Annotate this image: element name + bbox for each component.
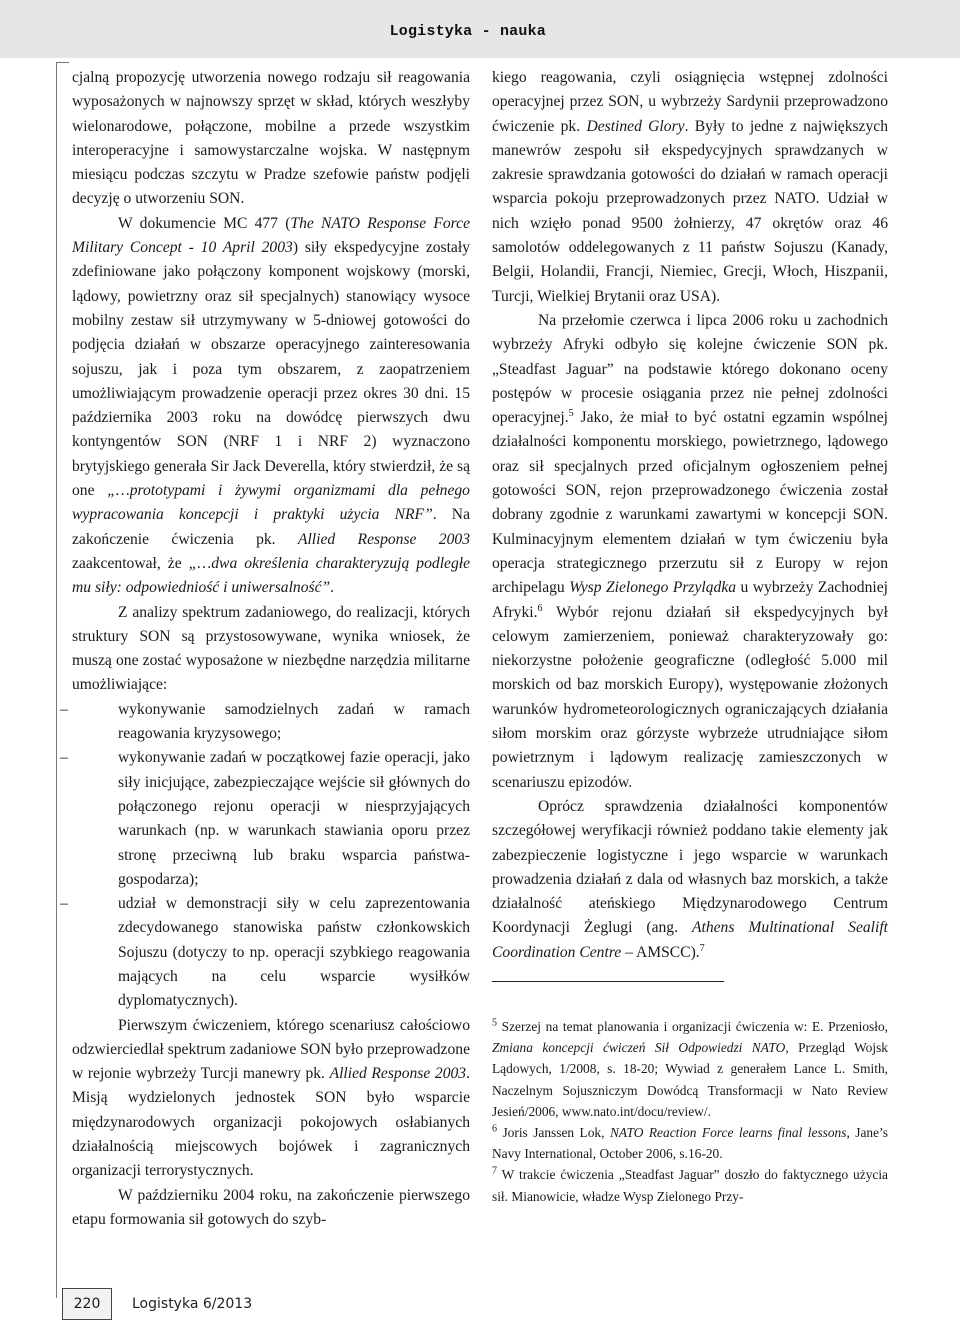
left-column bbox=[72, 66, 470, 1232]
bullet-list bbox=[72, 698, 470, 1014]
footnote: $^6$ Joris Janssen Lok, NATO Reaction Force learns final lessons, Jane’s Navy International, October 2006, s.16-20. bbox=[492, 1123, 888, 1162]
paragraph: Na przełomie czerwca i lipca 2006 roku u zachodnich wybrzeży Afryki odbyło się kolejne ćwiczenie SON pk. „Steadfast Jaguar” na podstawie którego dokonano oceny postępów w procesie osiągania przez nie pełnej zdolności operacyjnej.$^5$ Jako, że miał to być ostatni egzamin wspólnej działalności komponentu morskiego, powietrznego, lądowego oraz sił specjalnych przed oficjalnym ogłoszeniem pełnej gotowości SON, rejon przeprowadzonego ćwiczenia został dobrany zgodnie z warunkami zawartymi w koncepcji SON. Kulminacyjnym elementem działań w tym ćwiczeniu była operacja strategicznego przerzutu sił z Europy w rejon archipelagu Wysp Zielonego Przylądka u wybrzeży Zachodniej Afryki.$^6$ Wybór rejonu działań sił ekspedycyjnych był celowym zamierzeniem, ponieważ charakteryzowały go: niekorzystne położenie geograficzne (odległość 5.000 mil morskich od baz morskich Europy), występowanie złożonych warunków hydrometeorologicznych ograniczających działania siłom morskim oraz górzyste wybrzeże utrudniające siłom powietrznym i lądowym realizację zamieszczonych w scenariuszu epizodów. bbox=[492, 311, 888, 791]
paragraph: Pierwszym ćwiczeniem, którego scenariusz całościowo odzwierciedlał spektrum zadaniowe SON było przeprowadzone w rejonie wybrzeży Turcji manewry pk. Allied Response 2003. Misją wydzielonych jednostek SON było wsparcie międzynarodowych organizacji pokojowych osłabianych działalnością miejscowych bojówek i zagranicznych organizacji terrorystycznych. bbox=[72, 1016, 470, 1180]
paragraph: Z analizy spektrum zadaniowego, do realizacji, których struktury SON są przystosowywane, wynika wniosek, że muszą one zostać wyposażone w niezbędne narzędzia militarne umożliwiające: bbox=[72, 603, 470, 694]
footnote-separator bbox=[492, 981, 724, 982]
footnote-ref: 5 bbox=[568, 407, 574, 419]
page-frame-line bbox=[56, 62, 69, 1298]
header-bar bbox=[0, 0, 960, 58]
list-item: – wykonywanie zadań w początkowej fazie operacji, jako siły inicjujące, zabezpieczające wejście sił głównych do połączonego rejonu operacji w niesprzyjających warunkach (np. w warunkach stawiania oporu przez stronę przeciwną lub braku wsparcia państwa-gospodarza); bbox=[72, 746, 470, 892]
paragraph: Oprócz sprawdzenia działalności komponentów szczegółowej weryfikacji również poddano takie elementy jak zabezpieczenie logistyczne i jego wsparcie w warunkach prowadzenia działań z dala od własnych baz morskich, a także działalność ateńskiego Międzynarodowego Centrum Koordynacji Żeglugi (ang. Athens Multinational Sealift Coordination Centre – AMSCC).$^7$ bbox=[492, 797, 888, 961]
footnote: $^5$ Szerzej na temat planowania i organizacji ćwiczenia w: E. Przeniosło, Zmiana koncepcji ćwiczeń Sił Odpowiedzi NATO, Przegląd Wojsk Lądowych, 1/2008, s. 18-20; Wywiad z generałem Lance L. Smith, Naczelnym Sojuszniczym Dowódcą Transformacji w Nato Review Jesień/2006, www.nato.int/docu/review/. bbox=[492, 1017, 888, 1119]
footnote-ref: 6 bbox=[537, 602, 543, 614]
page-number: 220 bbox=[62, 1288, 112, 1320]
paragraph: W dokumencie MC 477 (The NATO Response Force Military Concept - 10 April 2003) siły ekspedycyjne zostały zdefiniowane jako połączony komponent wojskowy (morski, lądowy, powietrzny oraz sił specjalnych) stanowiący wysoce mobilny zestaw sił utrzymywany w 5-dniowej gotowości do podjęcia działań w obszarze operacyjnego zainteresowania sojuszu, jak i poza tym obszarem, z zaopatrzeniem umożliwiającym prowadzenie operacji przez okres 30 dni. 15 października 2003 roku na dowódcę pierwszych dwu kontyngentów SON (NRF 1 i NRF 2) wyznaczono brytyjskiego generała Sir Jack Deverella, który stwierdził, że są one „…prototypami i żywymi organizmami dla pełnego wypracowania koncepcji i praktyki użycia NRF”. Na zakończenie ćwiczenia pk. Allied Response 2003 zaakcentował, że „…dwa określenia charakteryzują podległe mu siły: odpowiedniość i uniwersalność”. bbox=[72, 214, 471, 597]
paragraph: cjalną propozycję utworzenia nowego rodzaju sił reagowania wyposażonych w najnowszy sprzęt w skład, których weszłyby wielonarodowe, połączone, mobilne a przede wszystkim interoperacyjne i samowystarczalne wojska. W następnym miesiącu podczas szczytu w Pradze szefowie państw podjęli decyzję o utworzeniu SON. bbox=[72, 69, 470, 208]
footnote: $^7$ W trakcie ćwiczenia „Steadfast Jaguar” doszło do faktycznego użycia sił. Mianowicie, władze Wysp Zielonego Przy- bbox=[492, 1165, 888, 1204]
right-column bbox=[492, 66, 888, 1207]
list-item: – udział w demonstracji siły w celu zaprezentowania zdecydowanego stanowiska państw członkowskich Sojuszu (dotyczy to np. operacji szybkiego reagowania mających na celu wsparcie wysiłków dyplomatycznych). bbox=[72, 892, 470, 1013]
journal-issue: Logistyka 6/2013 bbox=[132, 1296, 253, 1312]
paragraph: kiego reagowania, czyli osiągnięcia wstępnej zdolności operacyjnej przez SON, u wybrzeży Sardynii przeprowadzono ćwiczenie pk. Destined Glory. Były to jedne z największych manewrów zespołu sił ekspedycyjnych sprawdzanych w zakresie sprawdzania gotowości do działań w ramach operacji wsparcia pokoju przeprowadzonych przez NATO. Udział w nich wzięło ponad 9500 żołnierzy, 47 okrętów oraz 46 samolotów oddelegowanych z 11 państw Sojuszu (Kanady, Belgii, Holandii, Francji, Niemiec, Grecji, Włoch, Hiszpanii, Turcji, Wielkiej Brytanii oraz USA). bbox=[492, 69, 888, 305]
footnotes bbox=[492, 1016, 888, 1207]
footnote-ref: 7 bbox=[699, 942, 705, 954]
section-title: Logistyka - nauka bbox=[389, 23, 546, 40]
footer bbox=[0, 1288, 960, 1320]
list-item: – wykonywanie samodzielnych zadań w ramach reagowania kryzysowego; bbox=[72, 698, 470, 747]
paragraph: W październiku 2004 roku, na zakończenie pierwszego etapu formowania sił gotowych do szyb- bbox=[72, 1186, 470, 1228]
